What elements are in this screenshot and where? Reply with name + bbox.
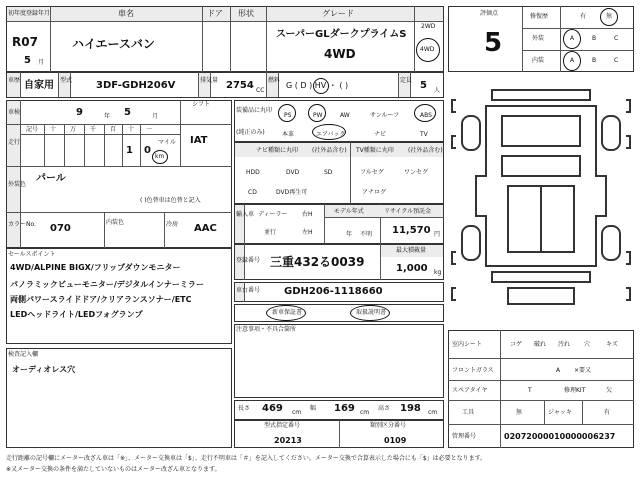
kg-unit: kg	[434, 269, 442, 276]
fuel: G ( D ) HV ・ ( )	[286, 81, 349, 90]
ps-circle-icon	[278, 104, 296, 122]
door-label: ドア	[207, 9, 223, 18]
type-designation-label: 型式指定番号	[264, 422, 301, 429]
reg-month: 5	[24, 55, 31, 66]
inspector-label: 検査記入欄	[8, 351, 39, 358]
usage-label: 車歴	[8, 77, 21, 84]
shift: IAT	[190, 135, 208, 146]
unknown: 不明	[360, 231, 373, 238]
new-warranty-circle-icon	[266, 305, 306, 321]
reg-era: R07	[12, 35, 38, 49]
height: 198	[400, 403, 421, 414]
reg-month-unit: 月	[38, 59, 45, 66]
equipment-sub: (純正のみ)	[236, 129, 265, 136]
shape-label: 形状	[238, 9, 254, 18]
ext-label: 外装	[532, 35, 545, 42]
mgmt-label: 管理番号	[452, 433, 477, 440]
mileage-digit-5: 1	[126, 145, 133, 156]
height-label: 高さ	[378, 405, 391, 412]
mileage-digit-6: 0	[144, 145, 151, 156]
class-value: 0109	[384, 436, 407, 445]
car-name: ハイエースバン	[72, 37, 155, 51]
inspection-label: 車検	[8, 109, 21, 116]
sales-line-1: 4WD/ALPINE BIGX/フリップダウンモニター	[10, 263, 181, 272]
score: 5	[484, 28, 503, 58]
int-a-circle-icon	[563, 51, 581, 71]
cap-unit: 人	[434, 87, 441, 94]
mile-label: マイル	[158, 139, 176, 146]
drive-label: 2WD	[421, 23, 436, 30]
manual: 取扱説明書	[356, 309, 387, 316]
manual-circle-icon	[350, 305, 390, 321]
length: 469	[262, 403, 283, 414]
pw-circle-icon	[308, 104, 326, 122]
exterior-label: 外装色	[8, 181, 27, 188]
int-label: 内装	[532, 57, 545, 64]
navi-label: ナビ種類に丸印	[256, 147, 299, 154]
sales-line-4: LEDヘッドライト/LEDフォグランプ	[10, 310, 143, 319]
abs-circle-icon	[414, 104, 436, 122]
class-label: 類別区分番号	[370, 422, 407, 429]
mileage-label: 走行	[8, 139, 21, 146]
repair-none-circle-icon	[600, 8, 618, 26]
sales-point-label: セールスポイント	[8, 251, 56, 258]
color-code: 070	[50, 223, 71, 234]
airbag-circle-icon	[312, 124, 346, 140]
footer-line-2: ※又メーター交換の条件を満たしていないものはメーター改ざん車となります。	[6, 466, 221, 473]
recycle-label: リサイクル預託金	[384, 208, 432, 215]
ext-a-circle-icon	[563, 29, 581, 49]
jack-label: ジャッキ	[548, 409, 572, 416]
chassis-label: 車台番号	[236, 287, 261, 294]
seat-label: 室内シート	[452, 341, 483, 348]
notes-label: 注意事項・不具合箇所	[236, 326, 297, 333]
tv-sub: (社外品含む)	[408, 147, 443, 154]
disp-label: 排気量	[200, 77, 219, 84]
shift-label: シフト	[192, 101, 211, 108]
spare-label: スペアタイヤ	[452, 387, 488, 394]
mgmt: 02072000010000006237	[504, 432, 616, 441]
header-label-bar	[7, 7, 443, 21]
chassis: GDH206-1118660	[284, 286, 383, 297]
jack: 有	[604, 409, 611, 416]
inspection-year: 9	[76, 107, 83, 118]
km-unit: km	[155, 153, 165, 160]
model: 3DF-GDH206V	[96, 80, 176, 91]
drive-circled: 4WD	[420, 46, 435, 53]
interior-color-label: 内装色	[106, 219, 125, 226]
inspector-section	[6, 348, 232, 448]
inspection-month: 5	[124, 107, 131, 118]
grade-label: グレード	[322, 9, 354, 18]
sales-line-3: 両側パワースライドドア/クリアランスソナー/ETC	[10, 295, 192, 304]
glass-label: フロントガラス	[452, 367, 494, 374]
registration: 三重432る0039	[270, 255, 365, 269]
navi-sub: (社外品含む)	[312, 147, 347, 154]
spec-row	[6, 72, 444, 98]
import-label: 輸入車	[236, 211, 255, 218]
usage: 自家用	[24, 80, 54, 91]
registration-label: 登録番号	[236, 257, 261, 264]
notes-section	[234, 324, 444, 398]
fuel-label: 燃料	[268, 77, 281, 84]
cap: 5	[420, 80, 427, 91]
repair-label: 修復歴	[530, 13, 549, 20]
left-hand: 左H	[302, 229, 313, 236]
grade: スーパーGLダークプライムS	[276, 29, 407, 40]
inspection-year-unit: 年	[104, 113, 111, 120]
load: 1,000	[396, 263, 428, 274]
model-year-unit: 年	[346, 231, 353, 238]
grade-drive: 4WD	[324, 47, 356, 61]
tools-label: 工具	[462, 409, 475, 416]
yen-unit: 円	[434, 231, 441, 238]
new-warranty: 新車保証書	[272, 309, 303, 316]
tv-label: TV種類に丸印	[356, 147, 394, 154]
type-designation: 20213	[274, 436, 302, 445]
disp: 2754	[226, 80, 254, 91]
fuel-circle-icon	[313, 78, 329, 94]
right-hand: 右H	[302, 211, 313, 218]
footer-line-1: 走行距離の記号欄にメーター改ざん車は「※」、メーター交換車は「$」、走行不明車は「＃」を記入してください。メーター交換で合算表示した場合にも「$」は必要となります。	[6, 455, 487, 462]
cc-unit: CC	[256, 87, 265, 94]
model-year-label: モデル年式	[334, 208, 364, 215]
model-label: 型式	[60, 77, 73, 84]
exterior-color: パール	[36, 173, 66, 184]
exterior-note: ( )色替車は色替と記入	[140, 197, 201, 204]
car-diagram-icon	[448, 76, 634, 326]
color-code-label: カラーNo.	[8, 221, 36, 228]
cap-label: 定員	[400, 77, 413, 84]
width-label: 幅	[310, 405, 317, 412]
inspection-month-unit: 月	[152, 113, 159, 120]
width: 169	[334, 403, 355, 414]
car-name-label: 車名	[118, 9, 134, 18]
reg-year-label: 初年度登録年月	[8, 10, 51, 17]
equipment-label: 装備品に丸印	[236, 107, 273, 114]
parallel: 並行	[264, 229, 277, 236]
length-label: 長さ	[238, 405, 251, 412]
inspector-text: オーディオレス穴	[12, 365, 76, 374]
tools: 無	[516, 409, 523, 416]
dealer: ディーラー	[258, 211, 288, 218]
recycle: 11,570	[392, 225, 431, 236]
sales-line-2: パノラミックビューモニター/デジタルインナーミラー	[10, 280, 204, 289]
aircon: AAC	[194, 223, 217, 234]
aircon-label: 冷房	[166, 221, 179, 228]
score-label: 評価点	[480, 10, 499, 17]
load-label: 最大積載量	[396, 247, 427, 254]
